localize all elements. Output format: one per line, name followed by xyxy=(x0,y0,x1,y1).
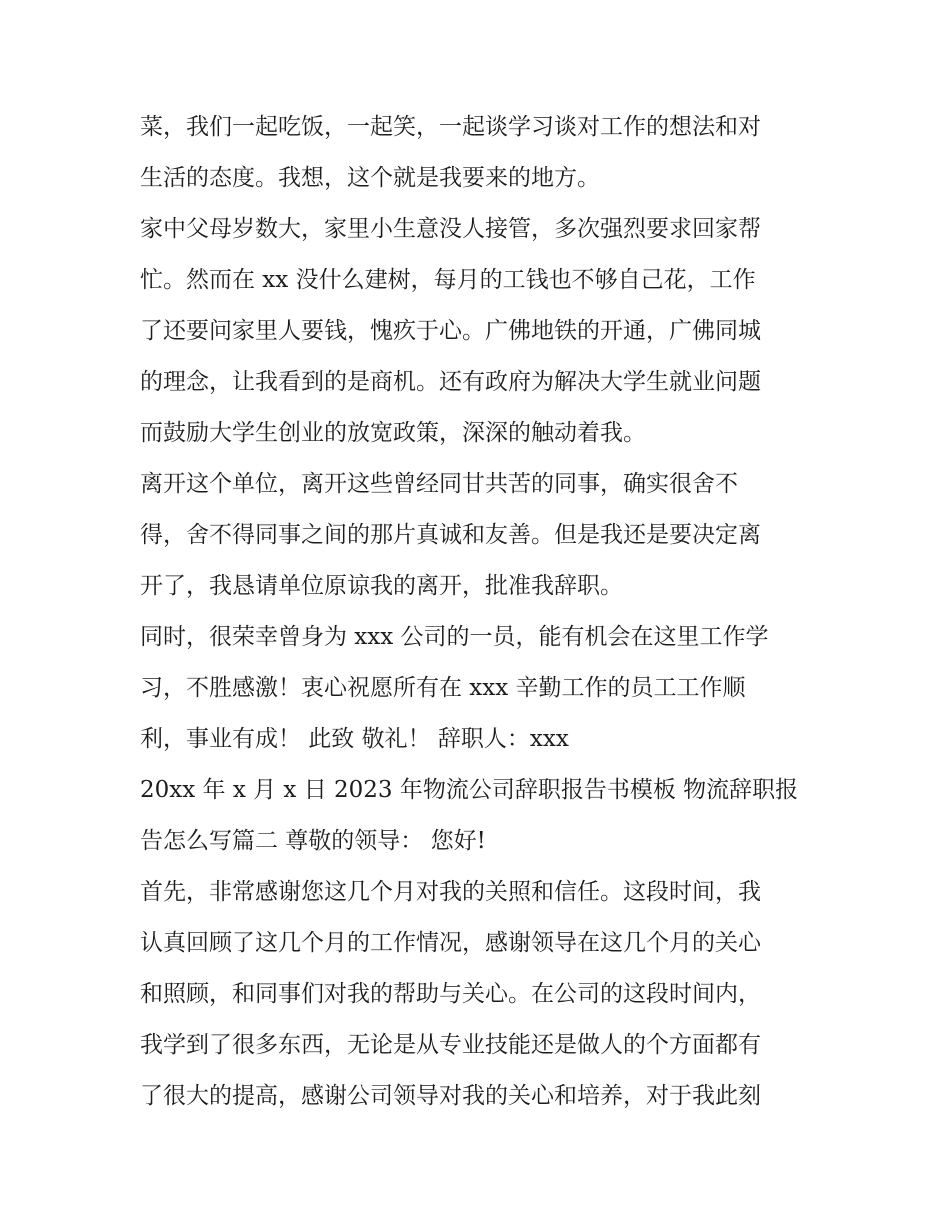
text-line: 同时，很荣幸曾身为 xxx 公司的一员，能有机会在这里工作学 xyxy=(140,624,769,650)
text-line: 首先，非常感谢您这几个月对我的关照和信任。这段时间，我 xyxy=(140,879,761,905)
text-line: 离开这个单位，离开这些曾经同甘共苦的同事，确实很舍不 xyxy=(140,471,738,497)
text-line: 和照顾，和同事们对我的帮助与关心。在公司的这段时间内， xyxy=(140,981,761,1007)
text-line: 的理念，让我看到的是商机。还有政府为解决大学生就业问题 xyxy=(140,369,761,395)
text-line: 生活的态度。我想，这个就是我要来的地方。 xyxy=(140,165,600,191)
text-line: 了还要问家里人要钱，愧疚于心。广佛地铁的开通，广佛同城 xyxy=(140,318,761,344)
document-body xyxy=(140,102,820,1122)
text-line: 菜，我们一起吃饭，一起笑，一起谈学习谈对工作的想法和对 xyxy=(140,114,761,140)
text-line: 家中父母岁数大，家里小生意没人接管，多次强烈要求回家帮 xyxy=(140,216,761,242)
text-line: 我学到了很多东西，无论是从专业技能还是做人的个方面都有 xyxy=(140,1032,761,1058)
text-line: 告怎么写篇二 尊敬的领导： 您好! xyxy=(140,828,486,854)
text-line: 了很大的提高，感谢公司领导对我的关心和培养，对于我此刻 xyxy=(140,1083,761,1109)
text-line: 20xx 年 x 月 x 日 2023 年物流公司辞职报告书模板 物流辞职报 xyxy=(140,777,799,803)
text-line: 利，事业有成！ 此致 敬礼！ 辞职人：xxx xyxy=(140,726,569,752)
text-line: 习，不胜感激！衷心祝愿所有在 xxx 辛勤工作的员工工作顺 xyxy=(140,675,746,701)
text-line: 认真回顾了这几个月的工作情况，感谢领导在这几个月的关心 xyxy=(140,930,761,956)
text-line: 忙。然而在 xx 没什么建树，每月的工钱也不够自己花，工作 xyxy=(140,267,756,293)
text-line: 而鼓励大学生创业的放宽政策，深深的触动着我。 xyxy=(140,420,646,446)
text-line: 开了，我恳请单位原谅我的离开，批准我辞职。 xyxy=(140,573,623,599)
text-line: 得，舍不得同事之间的那片真诚和友善。但是我还是要决定离 xyxy=(140,522,761,548)
